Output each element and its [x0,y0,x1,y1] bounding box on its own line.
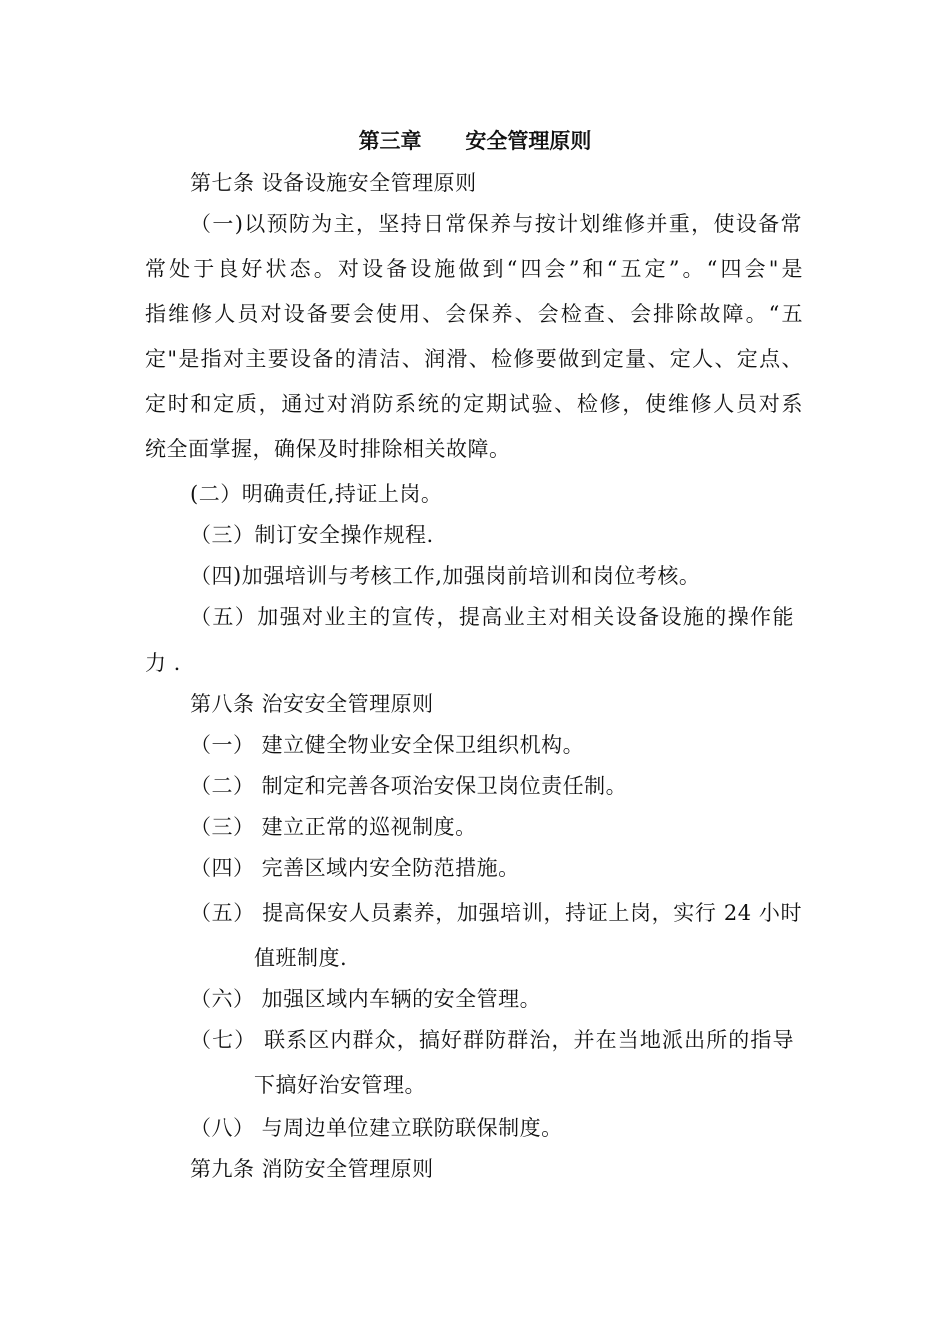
article-8-item-7-line-1: （七） 联系区内群众，搞好群防群治，并在当地派出所的指导 [190,1028,794,1052]
article-7-item-1-line-1: （一)以预防为主，坚持日常保养与按计划维修并重，使设备常 [190,212,802,236]
article-8-item-7-line-2: 下搞好治安管理。 [254,1073,426,1097]
chapter-title: 第三章 安全管理原则 [358,128,592,153]
article-7-item-5-line-1: （五）加强对业主的宣传，提高业主对相关设备设施的操作能 [190,605,794,629]
article-7-item-1-line-6: 统全面掌握，确保及时排除相关故障。 [145,437,511,461]
article-7-heading: 第七条 设备设施安全管理原则 [190,171,477,195]
article-7-item-5-line-2: 力 . [145,651,181,675]
article-7-item-1-line-4: 定"是指对主要设备的清洁、润滑、检修要做到定量、定人、定点、 [145,347,803,371]
article-8-item-4: （四） 完善区域内安全防范措施。 [190,856,520,880]
article-7-item-1-line-3: 指维修人员对设备要会使用、会保养、会检查、会排除故障。“五 [145,302,803,326]
article-7-item-3: （三）制订安全操作规程. [190,523,434,547]
article-8-item-5-line-1: （五） 提高保安人员素养，加强培训，持证上岗，实行 24 小时 [190,901,802,925]
article-7-item-1-line-5: 定时和定质，通过对消防系统的定期试验、检修，使维修人员对系 [145,392,803,416]
article-8-item-8: （八） 与周边单位建立联防联保制度。 [190,1116,563,1140]
article-8-heading: 第八条 治安安全管理原则 [190,692,434,716]
article-8-item-6: （六） 加强区域内车辆的安全管理。 [190,987,542,1011]
article-8-item-1: （一） 建立健全物业安全保卫组织机构。 [190,733,585,757]
article-8-item-3: （三） 建立正常的巡视制度。 [190,815,477,839]
article-9-heading: 第九条 消防安全管理原则 [190,1157,434,1181]
article-8-item-2: （二） 制定和完善各项治安保卫岗位责任制。 [190,774,628,798]
article-7-item-1-line-2: 常处于良好状态。对设备设施做到“四会”和“五定”。“四会"是 [145,257,803,281]
article-7-item-2: (二）明确责任,持证上岗。 [190,482,443,506]
article-8-item-5-line-2: 值班制度. [254,946,348,970]
article-7-item-4: （四)加强培训与考核工作,加强岗前培训和岗位考核。 [190,564,701,588]
